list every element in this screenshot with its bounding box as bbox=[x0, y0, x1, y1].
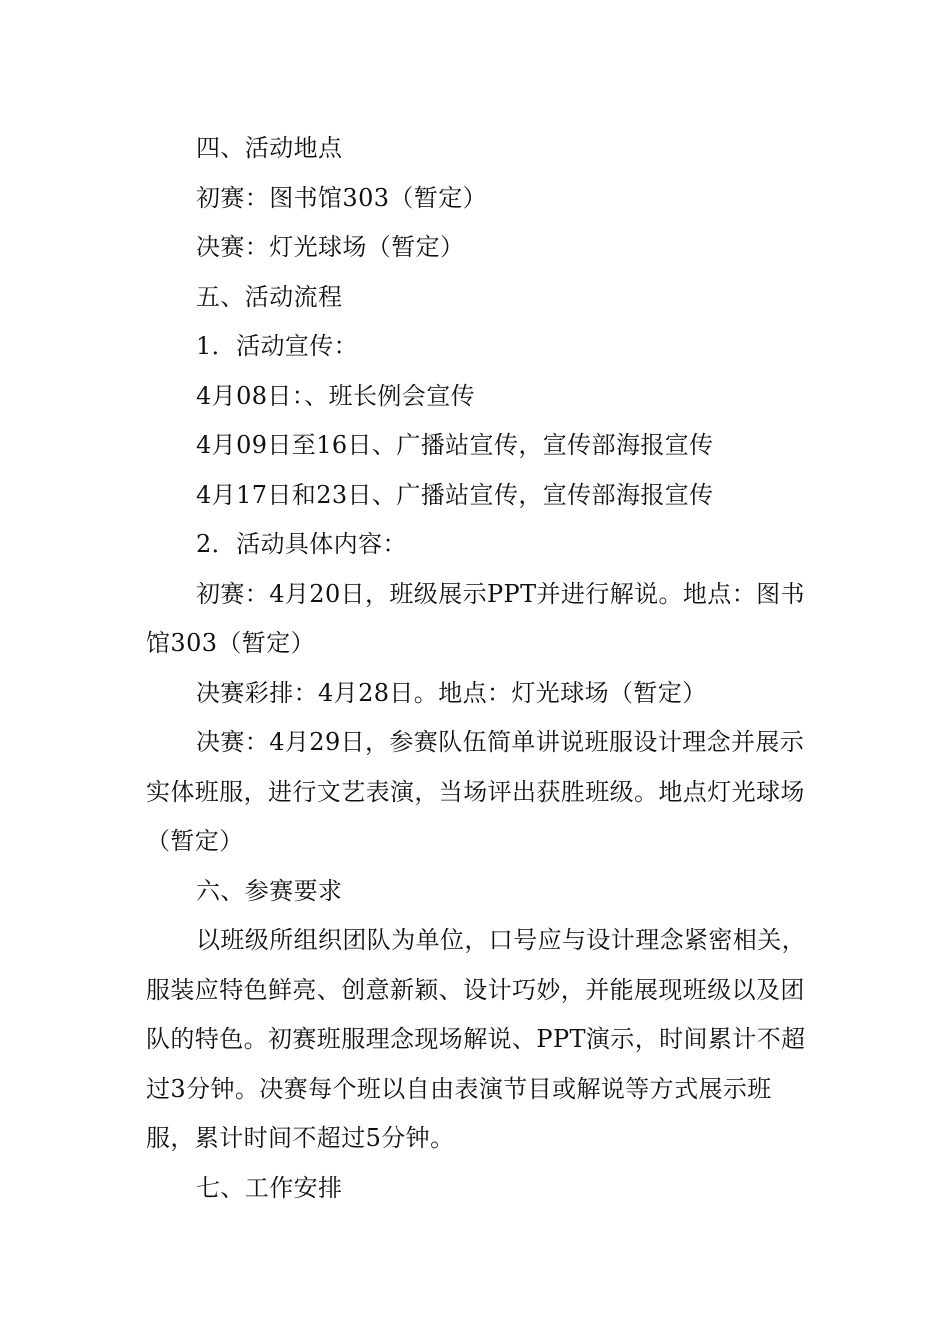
section-heading-requirements: 六、参赛要求 bbox=[196, 876, 343, 905]
subheading-activity-content: 2．活动具体内容： bbox=[196, 530, 407, 558]
paragraph-preliminary-details: 初赛：4月20日，班级展示PPT并进行解说。地点：图书馆303（暂定） bbox=[146, 579, 805, 657]
paragraph-final-location: 决赛：灯光球场（暂定） bbox=[196, 233, 465, 261]
paragraph-requirements: 以班级所组织团队为单位，口号应与设计理念紧密相关，服装应特色鲜亮、创意新颖、设计巧妙，并能展现班级以及团队的特色。初赛班服理念现场解说、PPT演示，时间累计不超过3分钟。决赛每个班以自由表演节目或解说等方式展示班服，累计时间不超过5分钟。 bbox=[146, 926, 806, 1152]
paragraph-final-rehearsal: 决赛彩排：4月28日。地点：灯光球场（暂定） bbox=[196, 678, 707, 707]
subheading-publicity: 1．活动宣传： bbox=[196, 332, 359, 360]
paragraph-publicity-apr17-23: 4月17日和23日、广播站宣传，宣传部海报宣传 bbox=[196, 480, 714, 509]
paragraph-publicity-apr08: 4月08日：、班长例会宣传 bbox=[196, 381, 476, 410]
paragraph-preliminary-location: 初赛：图书馆303（暂定） bbox=[196, 183, 488, 212]
section-heading-process: 五、活动流程 bbox=[196, 282, 343, 311]
section-heading-work-arrangement: 七、工作安排 bbox=[196, 1173, 343, 1202]
paragraph-final-details: 决赛：4月29日，参赛队伍简单讲说班服设计理念并展示实体班服，进行文艺表演，当场评出获胜班级。地点灯光球场（暂定） bbox=[146, 728, 805, 855]
document-body bbox=[146, 124, 808, 1213]
paragraph-publicity-apr09-16: 4月09日至16日、广播站宣传，宣传部海报宣传 bbox=[196, 431, 714, 459]
section-heading-location: 四、活动地点 bbox=[196, 134, 343, 162]
